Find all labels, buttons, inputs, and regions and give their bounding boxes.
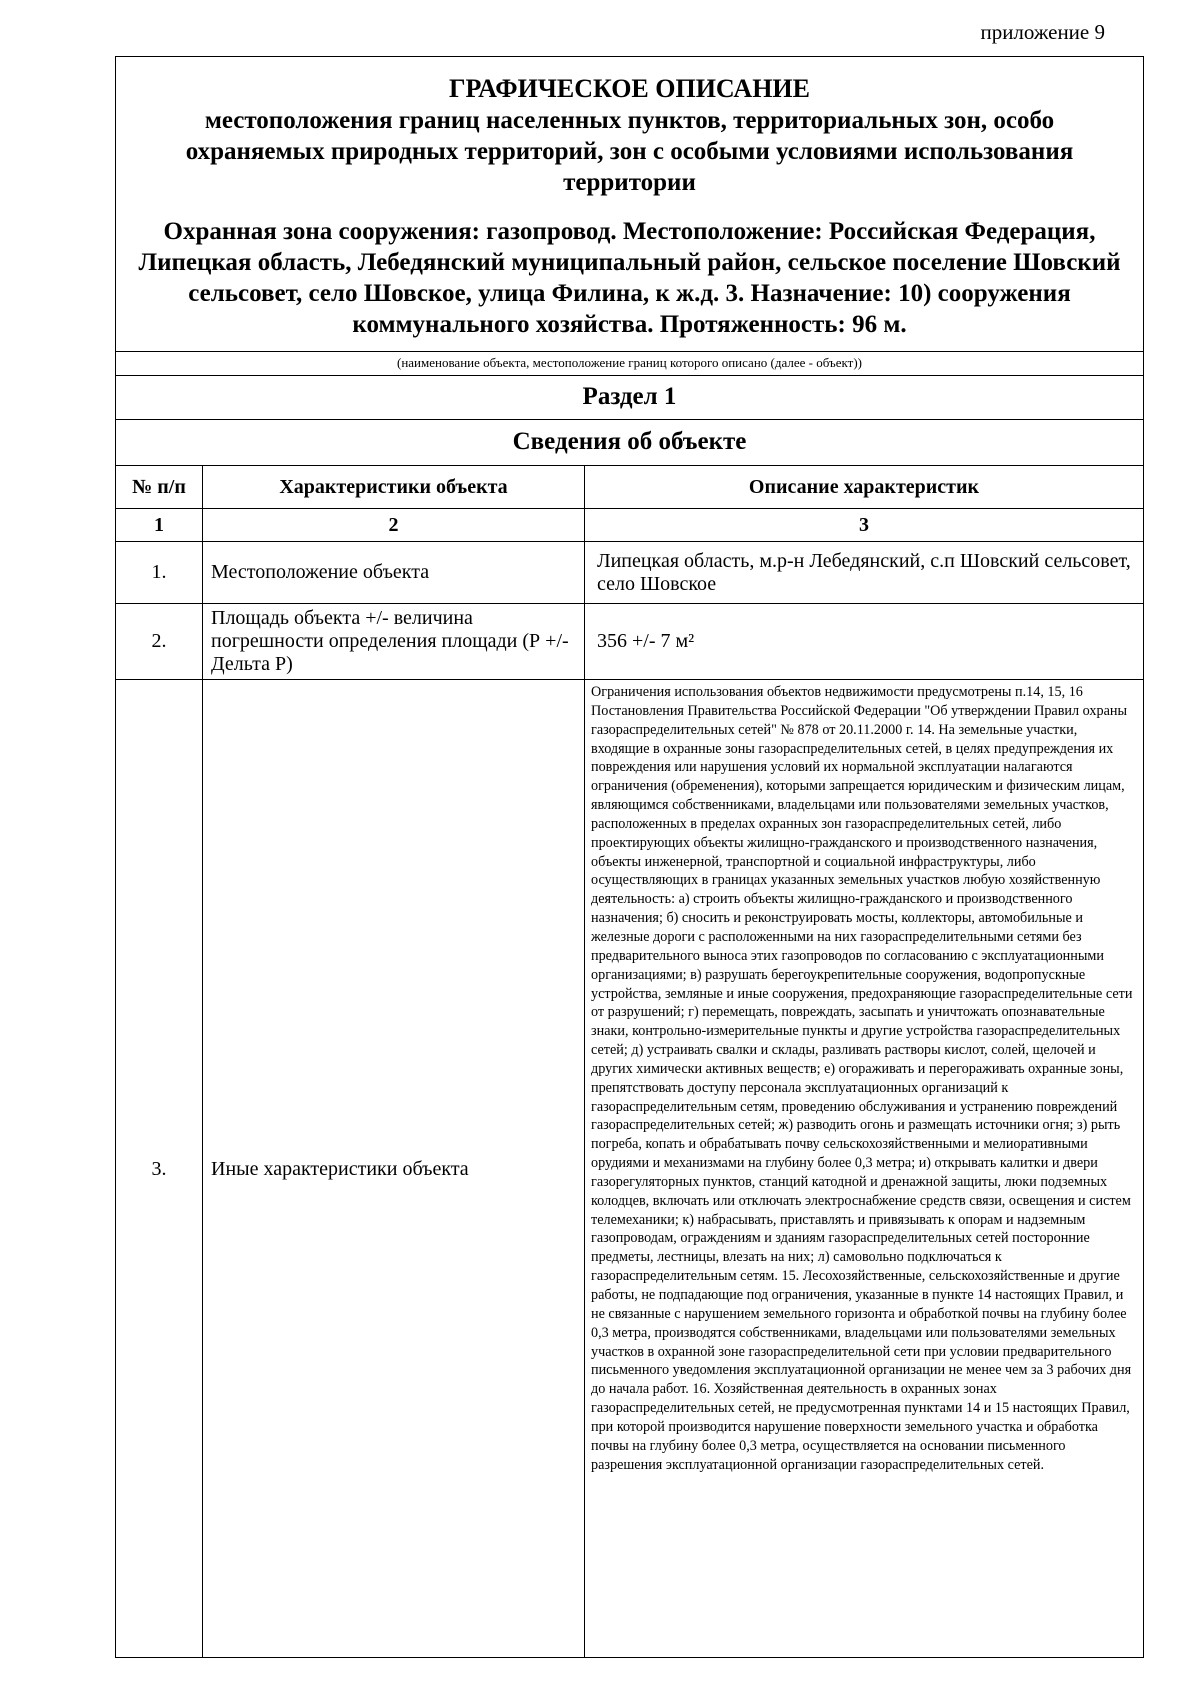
row-2-number: 2.	[151, 630, 167, 652]
document-title: ГРАФИЧЕСКОЕ ОПИСАНИЕ	[449, 74, 810, 103]
object-name-caption: (наименование объекта, местоположение границ которого описано (далее - объект))	[397, 355, 862, 370]
object-name: Охранная зона сооружения: газопровод. Местоположение: Российская Федерация, Липецкая область, Лебедянский муниципальный район, сельское поселение Шовский сельсовет, село Шовское, улица Филина, к ж.д. 3. Назначение: 10) сооружения коммунального хозяйства. Протяженность: 96 м.	[138, 218, 1121, 338]
col-header-characteristic: Характеристики объекта	[279, 475, 508, 498]
col-header-description: Описание характеристик	[748, 475, 980, 498]
col-header-number: № п/п	[132, 475, 186, 498]
document-frame	[115, 56, 1144, 1658]
section-title: Раздел 1	[582, 383, 677, 410]
col-number-3: 3	[859, 513, 869, 536]
document-header	[116, 57, 1143, 351]
document-subtitle: местоположения границ населенных пунктов, территориальных зон, особо охраняемых природных территорий, зон с особыми условиями использования территории	[185, 107, 1074, 196]
divider	[116, 375, 1143, 376]
row-3-number: 3.	[151, 1157, 167, 1180]
divider	[116, 419, 1143, 420]
col-number-1: 1	[154, 513, 164, 536]
row-3-name: Иные характеристики объекта	[211, 1157, 469, 1180]
row-1-name: Местоположение объекта	[211, 561, 430, 583]
annex-label: приложение 9	[980, 20, 1105, 44]
divider	[116, 351, 1143, 352]
col-number-2: 2	[388, 513, 399, 536]
row-2-name: Площадь объекта +/- величина погрешности определения площади (Р +/- Дельта Р)	[211, 607, 569, 675]
row-3-value: Ограничения использования объектов недвижимости предусмотрены п.14, 15, 16 Постановления Правительства Российской Федерации "Об утверждении Правил охраны газораспределительных сетей" № 878 от 20.11.2000 г. 14. На земельные участки, входящие в охранные зоны газораспределительных сетей, в целях предупреждения их повреждения или нарушения условий их нормальной эксплуатации налагаются ограничения (обременения), которыми запрещается юридическим и физическим лицам, являющимся собственниками, владельцами или пользователями земельных участков, расположенных в пределах охранных зон газораспределительных сетей, либо проектирующих объекты жилищно-гражданского и производственного назначения, объекты инженерной, транспортной и социальной инфраструктуры, либо осуществляющих в границах указанных земельных участков любую хозяйственную деятельность: а) строить объекты жилищно-гражданского и производственного назначения; б) сносить и реконструировать мосты, коллекторы, автомобильные и железные дороги с расположенными на них газораспределительными сетями без предварительного выноса этих газопроводов по согласованию с эксплуатационными организациями; в) разрушать берегоукрепительные сооружения, водопропускные устройства, земляные и иные сооружения, предохраняющие газораспределительные сети от разрушений; г) перемещать, повреждать, засыпать и уничтожать опознавательные знаки, контрольно-измерительные пункты и другие устройства газораспределительных сетей; д) устраивать свалки и склады, разливать растворы кислот, солей, щелочей и других химически активных веществ; е) огораживать и перегораживать охранные зоны, препятствовать доступу персонала эксплуатационных организаций к газораспределительным сетям, проведению обслуживания и устранению повреждений газораспределительных сетей; ж) разводить огонь и размещать источники огня; з) рыть погреба, копать и обрабатывать почву сельскохозяйственными и мелиоративными орудиями и механизмами на глубину более 0,3 метра; и) открывать калитки и двери газорегуляторных пунктов, станций катодной и дренажной защиты, люки подземных колодцев, включать или отключать электроснабжение средств связи, освещения и систем телемеханики; к) набрасывать, приставлять и привязывать к опорам и надземным газопроводам, ограждениям и зданиям газораспределительных сетей посторонние предметы, лестницы, влезать на них; л) самовольно подключаться к газораспределительным сетям. 15. Лесохозяйственные, сельскохозяйственные и другие работы, не подпадающие под ограничения, указанные в пункте 14 настоящих Правил, и не связанные с нарушением земельного горизонта и обработкой почвы на глубину более 0,3 метра, производятся собственниками, владельцами или пользователями земельных участков в охранной зоне газораспределительной сети при условии предварительного письменного уведомления эксплуатационной организации не менее чем за 3 рабочих дня до начала работ. 16. Хозяйственная деятельность в охранных зонах газораспределительных сетей, не предусмотренная пунктами 14 и 15 настоящих Правил, при которой производится нарушение поверхности земельного участка и обработка почвы на глубину более 0,3 метра, осуществляется на основании письменного разрешения эксплуатационной организации газораспределительных сетей.	[591, 684, 1133, 1473]
row-1-number: 1.	[151, 561, 167, 583]
row-2-value: 356 +/- 7 м²	[597, 630, 695, 652]
row-1-value: Липецкая область, м.р-н Лебедянский, с.п Шовский сельсовет, село Шовское	[597, 549, 1131, 595]
section-subtitle: Сведения об объекте	[512, 428, 747, 455]
